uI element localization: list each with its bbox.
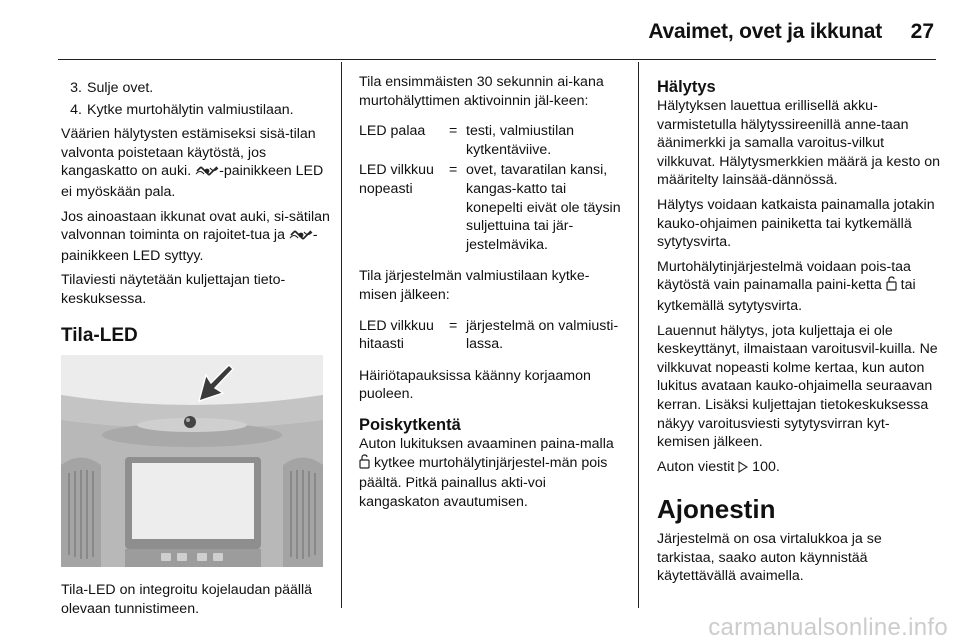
interior-monitoring-icon (195, 164, 219, 183)
paragraph: Tilaviesti näytetään kuljettajan tieto-keskuksessa. (61, 272, 286, 307)
definition-row: LED vilkkuu hitaasti = järjestelmä on valmiusti-lassa. (359, 317, 619, 353)
paragraph: Tila ensimmäisten 30 sekunnin ai-kana murtohälyttimen aktivoinnin jäl-keen: (359, 74, 604, 109)
column-divider (341, 62, 342, 608)
photo-caption: Tila-LED on integroitu kojelaudan päällä olevaan tunnistimeen. (61, 582, 313, 617)
column-left (61, 62, 331, 618)
definition-row: LED palaa = testi, valmiustilan kytkentäviive. (359, 123, 575, 158)
page-number: 27 (910, 20, 934, 43)
paragraph: Hälytyksen lauettua erillisellä akku-varmistetulla hälytyssireenillä anne-taan äänimerkki ja samalla varoitus-vilkut vilkkuvat. Hälytysmerkkien määrä ja kesto on määritelty lainsää-dännössä. (657, 98, 941, 189)
definition-row: LED vilkkuu nopeasti = ovet, tavaratilan kansi, kangas-katto tai konepelti eivät ole täysin suljettuina tai jär-jestelmävika. (359, 162, 621, 253)
unlock-icon (886, 276, 897, 297)
column-right (657, 62, 942, 586)
dashboard-led-photo (61, 355, 323, 567)
header-rule (58, 59, 936, 60)
paragraph: Auton lukituksen avaaminen paina-malla kytkee murtohälytinjärjestel-män pois päältä. Pitkä painallus akti-voi kangaskaton avautumisen. (359, 435, 614, 510)
page-reference-triangle-icon (738, 460, 748, 479)
paragraph: Jos ainoastaan ikkunat ovat auki, si-sätilan valvonnan toiminta on rajoitet-tua ja -painikkeen LED syttyy. (61, 208, 330, 264)
paragraph: Lauennut hälytys, jota kuljettaja ei ole keskeyttänyt, ilmaistaan varoitusvil-kuilla. Ne vilkkuvat nopeasti kolme kertaa, kun auton lukitus avataan kauko-ohjaimella seuraavan kerran. Lisäksi kuljettajan tietokeskuksessa näkyy varoitusviesti sytytysvirran kyt-kemisen jälkeen. (657, 322, 938, 451)
section-heading: Hälytys (657, 78, 716, 96)
section-title: Avaimet, ovet ja ikkunat (648, 20, 882, 43)
list-item: 3. Sulje ovet. (70, 80, 154, 96)
section-heading: Tila-LED (61, 324, 138, 346)
paragraph: Järjestelmä on osa virtalukkoa ja se tarkistaa, saako auton käynnistää käytettävällä avaimella. (657, 531, 882, 585)
list-item: 4. Kytke murtohälytin valmiustilaan. (70, 101, 294, 118)
paragraph: Väärien hälytysten estämiseksi sisä-tilan valvonta poistetaan käytöstä, jos kangaskatto on auki. -painikkeen LED ei myöskään pala. (61, 126, 324, 200)
unlock-icon (359, 454, 370, 475)
page-header (0, 0, 960, 60)
paragraph: Tila järjestelmän valmiustilaan kytke-misen jälkeen: (359, 268, 590, 303)
paragraph: Hälytys voidaan katkaista painamalla jotakin kauko-ohjaimen painiketta tai kytkemällä sytytysvirta. (657, 196, 935, 251)
section-heading: Poiskytkentä (359, 415, 461, 434)
section-heading-large: Ajonestin (657, 494, 776, 525)
paragraph: Häiriötapauksissa käänny korjaamon puoleen. (359, 367, 591, 403)
paragraph: Murtohälytinjärjestelmä voidaan pois-taa käytöstä vain painamalla paini-ketta tai kytkemällä sytytysvirta. (657, 258, 916, 314)
paragraph: Auton viestit 100. (657, 458, 942, 479)
interior-monitoring-icon (289, 228, 313, 247)
watermark: carmanualsonline.info (708, 614, 948, 641)
column-divider (638, 62, 639, 608)
column-middle (359, 62, 621, 511)
